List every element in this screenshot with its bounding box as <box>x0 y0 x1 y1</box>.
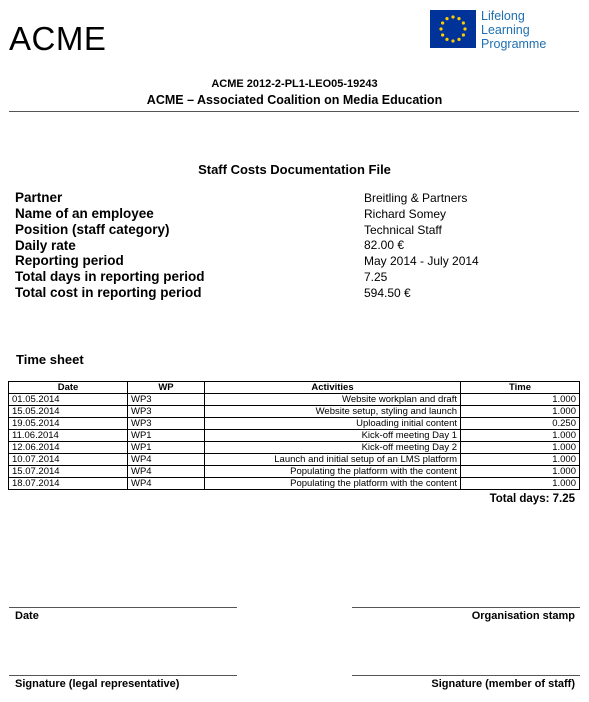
eu-star-icon <box>451 39 454 42</box>
llp-line-3: Programme <box>481 37 547 51</box>
field-label-reporting-period: Reporting period <box>15 253 124 268</box>
col-header-date: Date <box>9 382 128 394</box>
project-reference: ACME 2012-2-PL1-LEO05-19243 <box>211 78 378 90</box>
eu-star-icon <box>445 38 448 41</box>
eu-star-icon <box>463 27 466 30</box>
field-value-total-cost: 594.50 € <box>364 286 411 300</box>
field-value-total-days: 7.25 <box>364 270 388 284</box>
cell-wp: WP4 <box>128 454 205 466</box>
field-value-partner: Breitling & Partners <box>364 191 468 205</box>
eu-star-icon <box>457 38 460 41</box>
cell-wp: WP4 <box>128 466 205 478</box>
timesheet-header-row <box>9 382 580 394</box>
acme-logo: ACME <box>9 20 107 57</box>
date-label: Date <box>15 610 39 622</box>
field-value-daily-rate: 82.00 € <box>364 238 405 252</box>
cell-wp: WP3 <box>128 394 205 406</box>
organisation-name: ACME – Associated Coalition on Media Education <box>146 93 443 107</box>
cell-wp: WP3 <box>128 418 205 430</box>
field-label-partner: Partner <box>15 190 63 205</box>
table-row <box>9 466 580 478</box>
field-label-total-cost: Total cost in reporting period <box>15 285 202 300</box>
col-header-wp: WP <box>128 382 205 394</box>
eu-flag-icon <box>430 10 476 48</box>
eu-star-icon <box>457 17 460 20</box>
header-divider <box>9 111 579 112</box>
cell-activity: Populating the platform with the content <box>205 478 461 490</box>
field-value-position: Technical Staff <box>364 223 442 237</box>
cell-activity: Populating the platform with the content <box>205 466 461 478</box>
eu-star-icon <box>439 27 442 30</box>
field-value-employee: Richard Somey <box>364 207 447 221</box>
stamp-line <box>352 607 580 608</box>
col-header-time: Time <box>461 382 580 394</box>
cell-time: 1.000 <box>461 478 580 490</box>
field-label-daily-rate: Daily rate <box>15 238 76 253</box>
cell-activity: Launch and initial setup of an LMS platform <box>205 454 461 466</box>
eu-star-icon <box>451 15 454 18</box>
cell-wp: WP3 <box>128 406 205 418</box>
staff-signature-line <box>352 675 580 676</box>
cell-date: 19.05.2014 <box>9 418 128 430</box>
cell-wp: WP4 <box>128 478 205 490</box>
field-label-total-days: Total days in reporting period <box>15 269 205 284</box>
cell-time: 1.000 <box>461 406 580 418</box>
cell-time: 1.000 <box>461 466 580 478</box>
lifelong-learning-programme-logo <box>481 9 546 51</box>
cell-activity: Website workplan and draft <box>205 394 461 406</box>
field-value-reporting-period: May 2014 - July 2014 <box>364 254 479 268</box>
cell-activity: Website setup, styling and launch <box>205 406 461 418</box>
field-label-position: Position (staff category) <box>15 222 170 237</box>
cell-time: 1.000 <box>461 454 580 466</box>
cell-time: 1.000 <box>461 430 580 442</box>
legal-rep-signature-line <box>9 675 237 676</box>
cell-time: 1.000 <box>461 394 580 406</box>
table-row <box>9 418 580 430</box>
eu-star-icon <box>462 33 465 36</box>
eu-star-icon <box>441 21 444 24</box>
organisation-stamp-label: Organisation stamp <box>471 610 575 622</box>
cell-activity: Kick-off meeting Day 2 <box>205 442 461 454</box>
staff-signature-label: Signature (member of staff) <box>431 678 575 690</box>
llp-line-2: Learning <box>481 23 530 37</box>
cell-wp: WP1 <box>128 430 205 442</box>
cell-date: 12.06.2014 <box>9 442 128 454</box>
total-days: Total days: 7.25 <box>489 493 575 505</box>
table-row <box>9 442 580 454</box>
cell-date: 18.07.2014 <box>9 478 128 490</box>
cell-activity: Uploading initial content <box>205 418 461 430</box>
table-row <box>9 454 580 466</box>
llp-line-1: Lifelong <box>481 9 525 23</box>
date-line <box>9 607 237 608</box>
eu-star-icon <box>462 21 465 24</box>
table-row <box>9 478 580 490</box>
table-row <box>9 430 580 442</box>
table-row <box>9 394 580 406</box>
cell-date: 01.05.2014 <box>9 394 128 406</box>
field-label-employee: Name of an employee <box>15 206 154 221</box>
cell-date: 11.06.2014 <box>9 430 128 442</box>
table-row <box>9 406 580 418</box>
cell-date: 15.07.2014 <box>9 466 128 478</box>
timesheet-table <box>8 381 580 490</box>
cell-date: 15.05.2014 <box>9 406 128 418</box>
col-header-activities: Activities <box>205 382 461 394</box>
timesheet-title: Time sheet <box>16 352 84 367</box>
cell-time: 0.250 <box>461 418 580 430</box>
legal-rep-signature-label: Signature (legal representative) <box>15 678 180 690</box>
cell-date: 10.07.2014 <box>9 454 128 466</box>
cell-time: 1.000 <box>461 442 580 454</box>
eu-star-icon <box>445 17 448 20</box>
cell-activity: Kick-off meeting Day 1 <box>205 430 461 442</box>
eu-star-icon <box>441 33 444 36</box>
cell-wp: WP1 <box>128 442 205 454</box>
document-title: Staff Costs Documentation File <box>198 162 391 177</box>
